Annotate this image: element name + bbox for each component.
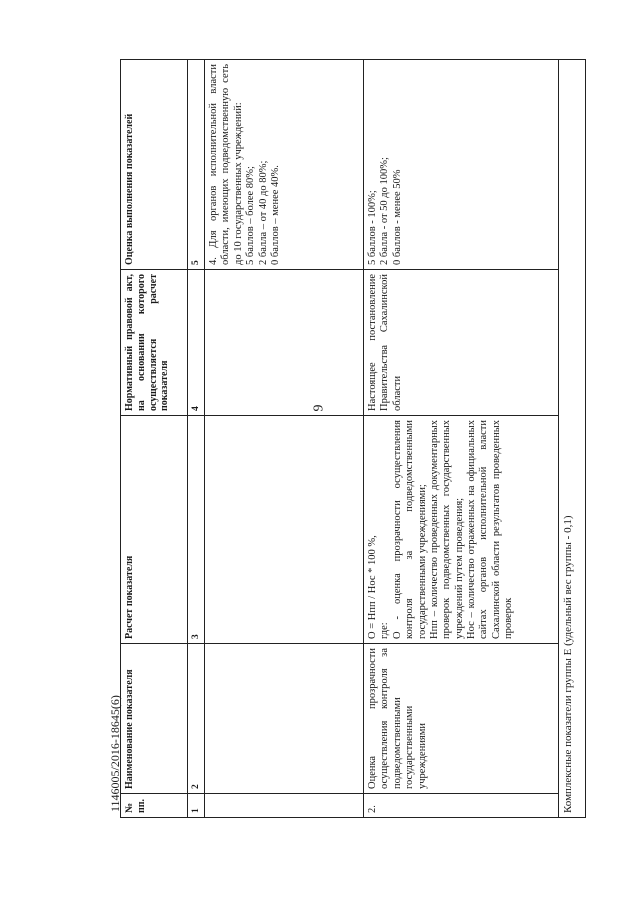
evaluation-line: 2 балла - от 50 до 100%;: [379, 157, 391, 265]
header-legal-act: Нормативный правовой акт, на основании которого осуществляется расчет показателя: [121, 270, 188, 416]
indicator-calculation: [364, 416, 559, 644]
column-number: 1: [188, 794, 205, 818]
column-number: 2: [188, 644, 205, 794]
evaluation-line: 5 баллов – более 80%;: [245, 166, 257, 265]
page-number: 9: [311, 404, 327, 412]
document-code: 1146005/2016-18645(6): [108, 695, 122, 812]
column-number-row: [188, 60, 205, 818]
evaluation-line: 4. Для органов исполнительной власти области, имеющих подведомственную сеть до 10 государственных учреждений:: [208, 64, 244, 265]
group-summary: Комплексные показатели группы Е (удельный вес группы - 0,1): [559, 60, 586, 818]
table-header-row: [121, 60, 188, 818]
table-row-continuation: [205, 60, 364, 818]
evaluation-line: 5 баллов - 100%;: [367, 190, 378, 265]
evaluation-line: 0 баллов – менее 40%.: [269, 165, 281, 265]
calculation-line: О = Нпп / Нос * 100 %,: [367, 535, 378, 639]
row-number: 2.: [364, 794, 559, 818]
calculation-line: Нос – количество отраженных на официальных сайтах органов исполнительной власти Сахалинской области результатов проведенных проверок: [466, 420, 515, 639]
evaluation-line: 2 балла – от 40 до 80%;: [257, 160, 269, 265]
indicator-legal-act: Настоящее постановление Правительства Сахалинской области: [364, 270, 559, 416]
indicator-name: Оценка прозрачности осуществления контроля за подведомственными государственными учреждениями: [364, 644, 559, 794]
calculation-line: где:: [379, 622, 391, 639]
calculation-line: О - оценка прозрачности осуществления контроля за подведомственными государственными учреждениями;: [391, 420, 428, 639]
continuation-evaluation: [205, 60, 364, 270]
table-row-2: [364, 60, 559, 818]
indicator-evaluation: [364, 60, 559, 270]
header-number: № пп.: [121, 794, 188, 818]
column-number: 4: [188, 270, 205, 416]
column-number: 5: [188, 60, 205, 270]
group-summary-row: [559, 60, 586, 818]
indicators-table: [120, 59, 586, 818]
header-calculation: Расчет показателя: [121, 416, 188, 644]
calculation-line: Нпп – количество проведенных документарных проверок подведомственных государственных учреждений путем проведения;: [428, 420, 465, 639]
rotated-table-wrapper: [120, 60, 580, 818]
column-number: 3: [188, 416, 205, 644]
header-evaluation: Оценка выполнения показателей: [121, 60, 188, 270]
header-name: Наименование показателя: [121, 644, 188, 794]
evaluation-line: 0 баллов - менее 50%: [391, 169, 403, 265]
